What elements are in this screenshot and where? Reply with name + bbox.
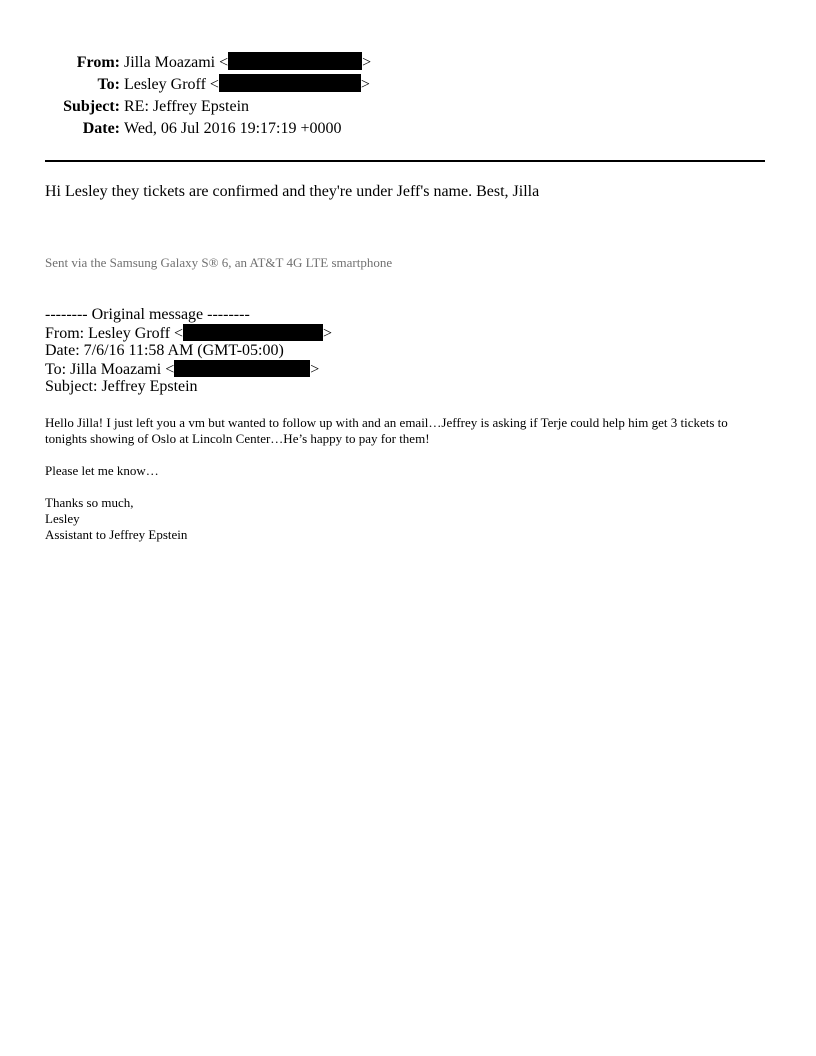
original-body-line: tonights showing of Oslo at Lincoln Center…He’s happy to pay for them! (45, 431, 430, 446)
original-from (45, 324, 332, 342)
header-subject-row (0, 96, 816, 118)
header-date-row (0, 118, 816, 140)
original-separator: -------- Original message -------- (45, 306, 250, 323)
subject-label: Subject: (63, 98, 120, 115)
original-to-text: To: Jilla Moazami < (45, 361, 175, 378)
subject-value: RE: Jeffrey Epstein (124, 98, 250, 115)
closing-line: Thanks so much, (45, 495, 134, 510)
to-label: To: (97, 76, 120, 93)
redaction-box (219, 74, 361, 92)
original-to-close: > (310, 361, 320, 378)
original-from-close: > (323, 325, 333, 342)
original-subject: Subject: Jeffrey Epstein (45, 378, 198, 395)
date-value: Wed, 06 Jul 2016 19:17:19 +0000 (124, 120, 342, 137)
date-label: Date: (82, 120, 120, 137)
message-body: Hi Lesley they tickets are confirmed and they're under Jeff's name. Best, Jilla (45, 183, 540, 200)
from-label: From: (76, 54, 120, 71)
redaction-box (183, 324, 323, 341)
to-value (124, 74, 370, 96)
from-close: > (362, 54, 372, 71)
header-to-row (0, 74, 816, 96)
original-message-header (45, 306, 332, 396)
original-from-text: From: Lesley Groff < (45, 325, 184, 342)
header-divider (45, 160, 765, 162)
email-header (0, 52, 816, 140)
from-name: Jilla Moazami < (124, 54, 229, 71)
redaction-box (174, 360, 310, 377)
redaction-box (228, 52, 362, 70)
sender-title: Assistant to Jeffrey Epstein (45, 527, 188, 542)
original-to (45, 360, 332, 378)
to-close: > (360, 76, 370, 93)
original-message-body (45, 415, 765, 559)
to-name: Lesley Groff < (124, 76, 219, 93)
sender-name: Lesley (45, 511, 80, 526)
mobile-signature: Sent via the Samsung Galaxy S® 6, an AT&T 4G LTE smartphone (45, 255, 393, 270)
original-closing (45, 495, 765, 543)
original-body-line: Hello Jilla! I just left you a vm but wanted to follow up with and an email…Jeffrey is asking if Terje could help him get 3 tickets to (45, 415, 728, 430)
original-paragraph-1 (45, 415, 765, 447)
original-paragraph-2: Please let me know… (45, 463, 159, 478)
from-value (124, 52, 371, 74)
original-date: Date: 7/6/16 11:58 AM (GMT-05:00) (45, 342, 284, 359)
header-from-row (0, 52, 816, 74)
